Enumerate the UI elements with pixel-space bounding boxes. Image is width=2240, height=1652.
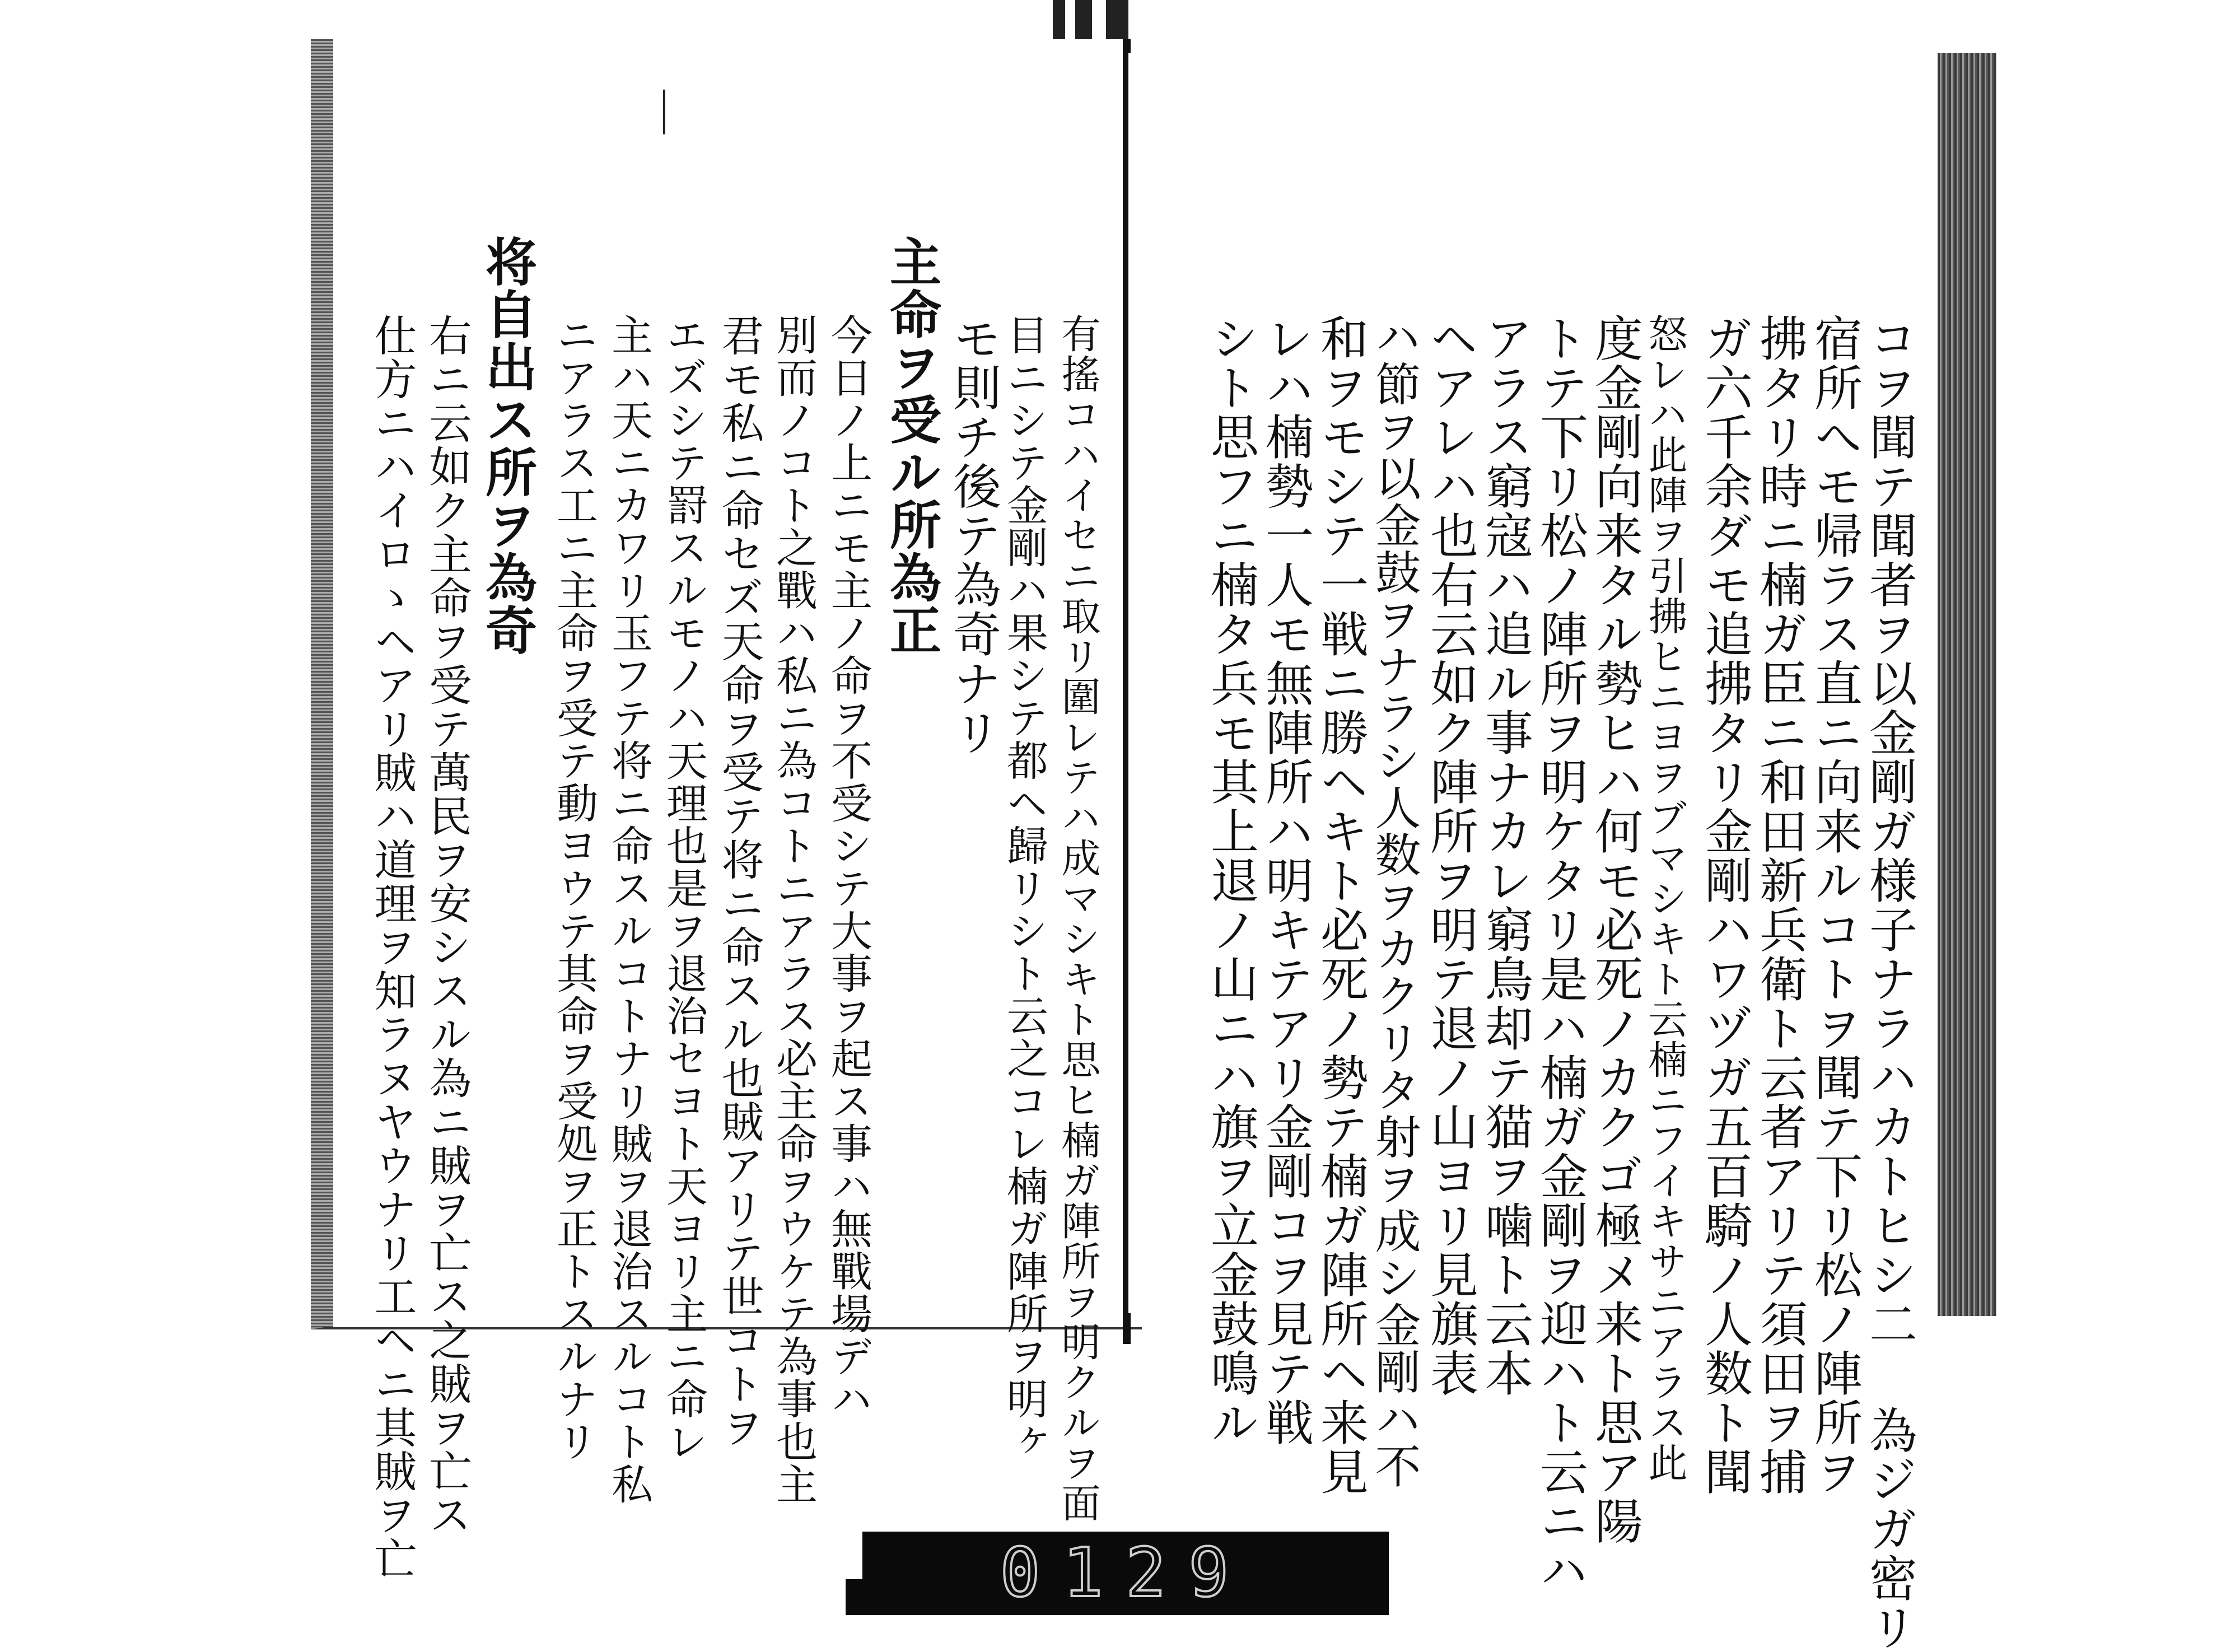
right-page-edge bbox=[1938, 53, 1996, 1316]
right-col-5: 怒レハ此陣ヲ引拂ヒニヨヲブマシキト云楠ニフイキサニアラス此 bbox=[1642, 314, 1688, 1483]
right-col-13: シト思フニ楠タ兵モ其上退ノ山ニハ旗ヲ立金鼓鳴ル bbox=[1202, 314, 1258, 1447]
right-col-12: レハ楠勢一人モ無陣所ハ明キテアリ金剛コヲ見テ戦 bbox=[1257, 314, 1313, 1447]
right-col-10: ハ節ヲ以金鼓ヲナラシ人数ヲカクリタ射ヲ成シ金剛ハ不 bbox=[1368, 314, 1421, 1490]
right-col-9: ヘアレハ也右云如ク陣所ヲ明テ退ノ山ヨリ見旗表 bbox=[1422, 314, 1478, 1398]
frame-number: 0129 bbox=[1000, 1534, 1252, 1612]
left-col-3: モ則チ後テ為奇ナリ bbox=[945, 314, 1001, 757]
left-col-5: 今日ノ上ニモ主ノ命ヲ不受シテ大事ヲ起ス事ハ無戰場デハ bbox=[824, 314, 872, 1420]
left-col-7: 君モ私ニ命セズ天命ヲ受テ将ニ命スル也賊アリテ世コトヲ bbox=[715, 314, 764, 1449]
page-mark bbox=[663, 90, 665, 134]
right-col-7: トテ下リ松ノ陣所ヲ明ケタリ是ハ楠ガ金剛ヲ迎ハト云ニハ bbox=[1532, 314, 1588, 1595]
left-col-6: 別而ノコト之戰ハ私ニ為コトニアラス必主命ヲウケテ為事也主 bbox=[769, 314, 818, 1505]
left-col-9: 主ハ天ニカワリ玉フテ将ニ命スルコトナリ賊ヲ退治スルコト私 bbox=[605, 314, 653, 1505]
left-col-10: ニアラス工ニ主命ヲ受テ動ヨウテ其命ヲ受処ヲ正トスルナリ bbox=[550, 314, 598, 1463]
section-heading-2: 将自出ス所ヲ為奇 bbox=[477, 235, 538, 656]
left-page-edge bbox=[311, 39, 333, 1327]
right-col-1: コヲ聞テ聞者ヲ以金剛ガ様子ナラハカトヒシ二 為ジガ密リ bbox=[1861, 314, 1917, 1652]
left-col-8: エズシテ罸スルモノハ天理也是ヲ退治セヨト天ヨリ主ニ命レ bbox=[660, 314, 708, 1463]
right-col-6: 度金剛向来タル勢ヒハ何モ必死ノカクゴ極メ来ト思ア陽 bbox=[1586, 314, 1642, 1546]
right-col-3: 拂タリ時ニ楠ガ臣ニ和田新兵衛ト云者アリテ須田ヲ捕 bbox=[1751, 314, 1807, 1496]
left-col-12: 右ニ云如ク主命ヲ受テ萬民ヲ安シスル為ニ賊ヲ亡ス之賊ヲ亡ス bbox=[422, 314, 472, 1537]
left-col-13: 仕方ニハイロゝヘアリ賊ハ道理ヲ知ラヌヤウナリ工ヘニ其賊ヲ亡 bbox=[367, 314, 417, 1580]
right-col-8: アラス窮寇ハ追ル事ナカレ窮鳥却テ猫ヲ噛ト云本 bbox=[1477, 314, 1533, 1398]
right-col-11: 和ヲモシテ一戦ニ勝ヘキト必死ノ勢テ楠ガ陣所ヘ来見 bbox=[1312, 314, 1368, 1496]
section-heading-1: 主命ヲ受ル所為正 bbox=[881, 235, 942, 656]
left-col-2: 目ニシテ金剛ハ果シテ都ヘ歸リシト云之コレ楠ガ陣所ヲ明ヶ bbox=[1000, 314, 1048, 1463]
right-col-2: 宿所へモ帰ラス直ニ向来ルコトヲ聞テ下リ松ノ陣所ヲ bbox=[1806, 314, 1862, 1496]
right-col-4: ガ六千余ダモ追拂タリ金剛ハワヅガ五百騎ノ人数ト聞 bbox=[1696, 314, 1752, 1496]
frame-number-box bbox=[862, 1532, 1389, 1615]
left-col-1: 有搖コハイセニ取リ圍レテハ成マシキト思ヒ楠ガ陣所ヲ明クルヲ面 bbox=[1055, 314, 1101, 1523]
